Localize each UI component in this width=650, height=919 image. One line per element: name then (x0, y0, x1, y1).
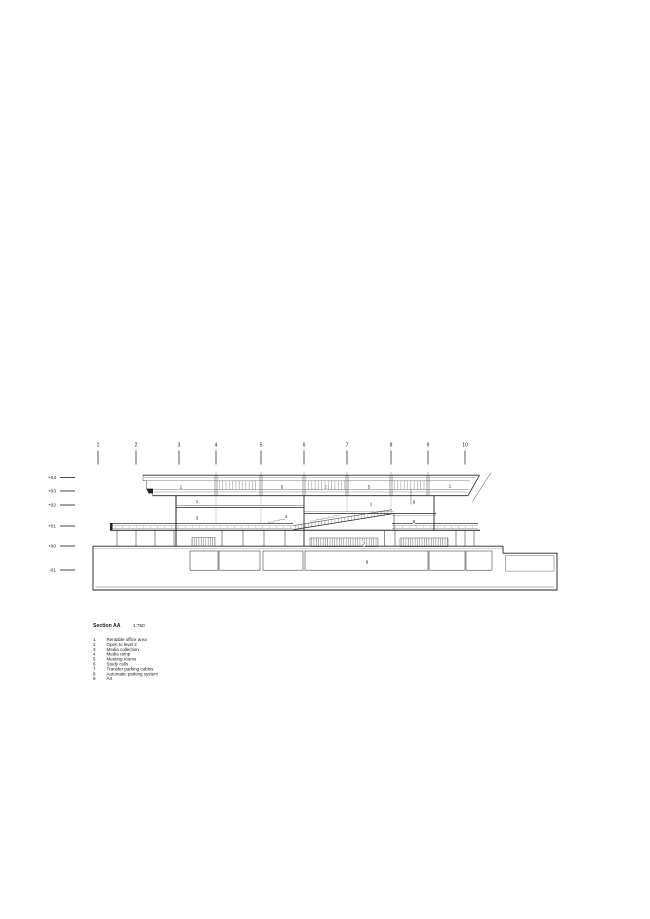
room-label-9: 9 (412, 499, 416, 505)
level-label-plus01: +01 (47, 524, 56, 530)
room-label-7: 7 (362, 541, 366, 547)
grid-number-4: 4 (214, 442, 218, 449)
grid-number-2: 2 (134, 442, 138, 449)
grid-number-8: 8 (389, 442, 393, 449)
grid-number-7: 7 (345, 442, 349, 449)
grid-number-1: 1 (96, 442, 100, 449)
room-label-3: 3 (195, 515, 199, 521)
legend-num-9: 9 (93, 676, 96, 682)
level-dashes (60, 478, 75, 571)
legend-label-6: Study cells (106, 661, 129, 667)
room-label-5a: 5 (280, 484, 284, 490)
room-label-1d: 1 (369, 501, 373, 507)
legend-label-2: Open to level 2 (106, 641, 137, 647)
grid-axis (97, 443, 468, 465)
legend-label-3: Media collection (106, 646, 139, 652)
legend-scale: 1:750 (133, 623, 145, 628)
level-label-plus03: +03 (47, 489, 56, 495)
legend-label-8: Automatic parking system (106, 671, 159, 677)
building-section (93, 472, 557, 590)
base-plinth (93, 546, 557, 590)
legend-label-5: Meeting rooms (106, 656, 137, 662)
grid-number-9: 9 (426, 442, 430, 449)
legend-label-9: Art (106, 676, 113, 682)
basement-rooms (190, 551, 492, 570)
level-label-plus04: +04 (47, 476, 56, 482)
room-label-6: 6 (412, 518, 416, 524)
legend (93, 623, 158, 681)
legend-label-4: Media ramp (106, 651, 131, 657)
legend-num-1: 1 (93, 637, 96, 642)
mid-levels (176, 496, 436, 524)
grid-number-3: 3 (177, 442, 181, 449)
legend-num-4: 4 (93, 651, 96, 657)
top-band (143, 472, 491, 505)
legend-num-5: 5 (93, 656, 96, 662)
room-label-1a: 1 (179, 484, 183, 490)
room-label-2: 2 (324, 484, 327, 490)
level-label-minus01: -01 (49, 568, 56, 574)
grid-number-6: 6 (302, 442, 306, 449)
legend-num-2: 2 (93, 641, 96, 647)
parking-grilles (192, 538, 448, 547)
room-label-4: 4 (284, 513, 288, 519)
grid-number-10: 10 (462, 442, 468, 449)
legend-num-3: 3 (93, 646, 96, 652)
legend-label-7: Transfer parking cabins (106, 666, 154, 672)
room-label-5b: 5 (367, 484, 371, 490)
legend-num-6: 6 (93, 661, 96, 667)
legend-num-8: 8 (93, 671, 96, 677)
room-label-1c: 1 (195, 499, 199, 505)
grid-number-5: 5 (259, 442, 263, 449)
room-label-8: 8 (365, 559, 369, 565)
legend-title: Section AA (93, 623, 121, 629)
level-label-plus00: +00 (47, 544, 56, 550)
level-axis (48, 475, 75, 574)
legend-items (93, 637, 158, 681)
grid-ticks (98, 451, 465, 465)
level-label-plus02: +02 (47, 503, 56, 509)
legend-label-1: Rentable office area (106, 637, 147, 642)
legend-num-7: 7 (93, 666, 96, 672)
room-label-1b: 1 (448, 483, 452, 489)
